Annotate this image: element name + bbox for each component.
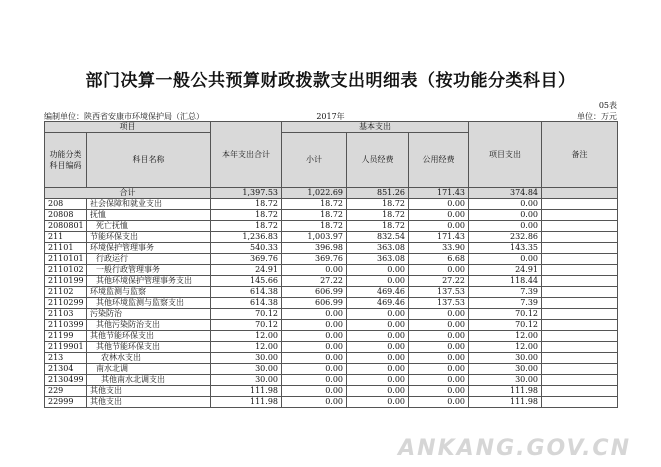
row-subtotal: 606.99 bbox=[282, 287, 347, 298]
row-personnel: 0.00 bbox=[347, 386, 409, 397]
row-project: 70.12 bbox=[469, 309, 542, 320]
row-subtotal: 0.00 bbox=[282, 342, 347, 353]
row-name: 社会保障和就业支出 bbox=[87, 199, 211, 210]
table-row bbox=[45, 353, 618, 364]
total-personnel: 851.26 bbox=[347, 188, 409, 199]
meta-row bbox=[44, 111, 617, 121]
row-total: 111.98 bbox=[211, 386, 282, 397]
row-code: 2119901 bbox=[45, 342, 87, 353]
row-total: 30.00 bbox=[211, 375, 282, 386]
row-project: 111.98 bbox=[469, 386, 542, 397]
row-name: 污染防治 bbox=[87, 309, 211, 320]
row-project: 12.00 bbox=[469, 331, 542, 342]
row-subtotal: 606.99 bbox=[282, 298, 347, 309]
header-subject-name: 科目名称 bbox=[87, 133, 211, 188]
row-public: 137.53 bbox=[409, 287, 469, 298]
row-project: 118.44 bbox=[469, 276, 542, 287]
total-project: 374.84 bbox=[469, 188, 542, 199]
row-remark bbox=[542, 265, 618, 276]
row-subtotal: 0.00 bbox=[282, 375, 347, 386]
row-subtotal: 0.00 bbox=[282, 309, 347, 320]
row-subtotal: 0.00 bbox=[282, 353, 347, 364]
header-subtotal: 小计 bbox=[282, 133, 347, 188]
table-body bbox=[45, 188, 618, 408]
row-total: 12.00 bbox=[211, 331, 282, 342]
row-subtotal: 0.00 bbox=[282, 331, 347, 342]
header-func-code bbox=[45, 133, 87, 188]
row-subtotal: 18.72 bbox=[282, 221, 347, 232]
row-personnel: 0.00 bbox=[347, 265, 409, 276]
report-year: 2017年 bbox=[316, 112, 345, 121]
row-remark bbox=[542, 375, 618, 386]
row-project: 0.00 bbox=[469, 199, 542, 210]
row-public: 0.00 bbox=[409, 309, 469, 320]
row-personnel: 363.08 bbox=[347, 243, 409, 254]
table-row bbox=[45, 386, 618, 397]
row-total: 614.38 bbox=[211, 298, 282, 309]
row-personnel: 0.00 bbox=[347, 276, 409, 287]
row-remark bbox=[542, 397, 618, 408]
row-public: 0.00 bbox=[409, 353, 469, 364]
row-code: 2110199 bbox=[45, 276, 87, 287]
row-code: 2130499 bbox=[45, 375, 87, 386]
row-project: 7.39 bbox=[469, 287, 542, 298]
row-code: 211 bbox=[45, 232, 87, 243]
row-public: 33.90 bbox=[409, 243, 469, 254]
row-name: 死亡抚恤 bbox=[87, 221, 211, 232]
compiling-unit: 编制单位：陕西省安康市环境保护局（汇总） bbox=[44, 112, 204, 121]
row-total: 70.12 bbox=[211, 320, 282, 331]
row-personnel: 0.00 bbox=[347, 320, 409, 331]
row-subtotal: 0.00 bbox=[282, 397, 347, 408]
row-total: 145.66 bbox=[211, 276, 282, 287]
row-remark bbox=[542, 331, 618, 342]
row-remark bbox=[542, 342, 618, 353]
total-row bbox=[45, 188, 618, 199]
row-project: 12.00 bbox=[469, 342, 542, 353]
money-unit: 单位：万元 bbox=[577, 112, 617, 121]
row-public: 0.00 bbox=[409, 199, 469, 210]
row-subtotal: 0.00 bbox=[282, 320, 347, 331]
row-name: 其他污染防治支出 bbox=[87, 320, 211, 331]
row-public: 137.53 bbox=[409, 298, 469, 309]
row-code: 208 bbox=[45, 199, 87, 210]
row-code: 20808 bbox=[45, 210, 87, 221]
row-project: 30.00 bbox=[469, 364, 542, 375]
table-row bbox=[45, 243, 618, 254]
row-personnel: 18.72 bbox=[347, 221, 409, 232]
row-public: 27.22 bbox=[409, 276, 469, 287]
table-row bbox=[45, 276, 618, 287]
row-remark bbox=[542, 254, 618, 265]
row-personnel: 363.08 bbox=[347, 254, 409, 265]
row-personnel: 0.00 bbox=[347, 375, 409, 386]
row-total: 18.72 bbox=[211, 199, 282, 210]
row-project: 143.35 bbox=[469, 243, 542, 254]
row-code: 2110101 bbox=[45, 254, 87, 265]
row-code: 213 bbox=[45, 353, 87, 364]
table-row bbox=[45, 364, 618, 375]
expenditure-table bbox=[44, 121, 618, 408]
row-name: 其他支出 bbox=[87, 397, 211, 408]
row-personnel: 18.72 bbox=[347, 210, 409, 221]
row-remark bbox=[542, 243, 618, 254]
row-total: 111.98 bbox=[211, 397, 282, 408]
watermark-logo: ANKANG.GOV.CN bbox=[398, 436, 631, 461]
row-personnel: 0.00 bbox=[347, 364, 409, 375]
row-personnel: 0.00 bbox=[347, 353, 409, 364]
row-code: 21101 bbox=[45, 243, 87, 254]
row-public: 6.68 bbox=[409, 254, 469, 265]
row-project: 0.00 bbox=[469, 254, 542, 265]
row-name: 其他南水北调支出 bbox=[87, 375, 211, 386]
row-name: 其他环境保护管理事务支出 bbox=[87, 276, 211, 287]
row-name: 其他节能环保支出 bbox=[87, 342, 211, 353]
total-remark bbox=[542, 188, 618, 199]
row-project: 24.91 bbox=[469, 265, 542, 276]
table-row bbox=[45, 320, 618, 331]
row-public: 0.00 bbox=[409, 386, 469, 397]
row-name: 环境监测与监察 bbox=[87, 287, 211, 298]
row-remark bbox=[542, 287, 618, 298]
row-code: 21103 bbox=[45, 309, 87, 320]
row-code: 2110399 bbox=[45, 320, 87, 331]
row-name: 其他环境监测与监察支出 bbox=[87, 298, 211, 309]
row-personnel: 18.72 bbox=[347, 199, 409, 210]
header-project: 项目支出 bbox=[469, 122, 542, 188]
row-code: 22999 bbox=[45, 397, 87, 408]
row-total: 18.72 bbox=[211, 221, 282, 232]
row-public: 0.00 bbox=[409, 375, 469, 386]
row-subtotal: 369.76 bbox=[282, 254, 347, 265]
row-remark bbox=[542, 210, 618, 221]
table-row bbox=[45, 232, 618, 243]
row-remark bbox=[542, 386, 618, 397]
row-subtotal: 396.98 bbox=[282, 243, 347, 254]
row-code: 2080801 bbox=[45, 221, 87, 232]
row-public: 0.00 bbox=[409, 221, 469, 232]
row-remark bbox=[542, 364, 618, 375]
header-func-code-text: 功能分类科目编码 bbox=[49, 150, 82, 170]
row-project: 111.98 bbox=[469, 397, 542, 408]
table-row bbox=[45, 254, 618, 265]
row-remark bbox=[542, 232, 618, 243]
row-name: 行政运行 bbox=[87, 254, 211, 265]
row-code: 21304 bbox=[45, 364, 87, 375]
total-public: 171.43 bbox=[409, 188, 469, 199]
row-name: 农林水支出 bbox=[87, 353, 211, 364]
row-name: 其他节能环保支出 bbox=[87, 331, 211, 342]
table-row bbox=[45, 309, 618, 320]
row-project: 0.00 bbox=[469, 210, 542, 221]
row-public: 0.00 bbox=[409, 331, 469, 342]
row-subtotal: 18.72 bbox=[282, 210, 347, 221]
row-name: 南水北调 bbox=[87, 364, 211, 375]
table-row bbox=[45, 375, 618, 386]
table-row bbox=[45, 342, 618, 353]
row-project: 7.39 bbox=[469, 298, 542, 309]
row-total: 540.33 bbox=[211, 243, 282, 254]
row-personnel: 832.54 bbox=[347, 232, 409, 243]
total-label: 合计 bbox=[45, 188, 211, 199]
row-remark bbox=[542, 276, 618, 287]
row-personnel: 0.00 bbox=[347, 331, 409, 342]
row-total: 24.91 bbox=[211, 265, 282, 276]
row-public: 171.43 bbox=[409, 232, 469, 243]
row-subtotal: 0.00 bbox=[282, 265, 347, 276]
row-subtotal: 0.00 bbox=[282, 386, 347, 397]
row-public: 0.00 bbox=[409, 265, 469, 276]
header-basic-group: 基本支出 bbox=[282, 122, 469, 133]
total-total: 1,397.53 bbox=[211, 188, 282, 199]
row-remark bbox=[542, 199, 618, 210]
row-name: 节能环保支出 bbox=[87, 232, 211, 243]
row-total: 369.76 bbox=[211, 254, 282, 265]
row-subtotal: 1,003.97 bbox=[282, 232, 347, 243]
header-total-exp: 本年支出合计 bbox=[211, 122, 282, 188]
row-project: 0.00 bbox=[469, 221, 542, 232]
header-item-group: 项目 bbox=[45, 122, 211, 133]
row-public: 0.00 bbox=[409, 397, 469, 408]
row-code: 229 bbox=[45, 386, 87, 397]
row-public: 0.00 bbox=[409, 320, 469, 331]
row-subtotal: 0.00 bbox=[282, 364, 347, 375]
table-row bbox=[45, 199, 618, 210]
row-total: 614.38 bbox=[211, 287, 282, 298]
row-total: 1,236.83 bbox=[211, 232, 282, 243]
row-subtotal: 27.22 bbox=[282, 276, 347, 287]
row-code: 21102 bbox=[45, 287, 87, 298]
table-row bbox=[45, 397, 618, 408]
row-code: 2110102 bbox=[45, 265, 87, 276]
row-remark bbox=[542, 353, 618, 364]
row-project: 232.86 bbox=[469, 232, 542, 243]
row-remark bbox=[542, 320, 618, 331]
row-public: 0.00 bbox=[409, 364, 469, 375]
table-row bbox=[45, 331, 618, 342]
row-remark bbox=[542, 309, 618, 320]
row-remark bbox=[542, 298, 618, 309]
table-row bbox=[45, 210, 618, 221]
row-public: 0.00 bbox=[409, 342, 469, 353]
row-personnel: 0.00 bbox=[347, 309, 409, 320]
row-name: 一般行政管理事务 bbox=[87, 265, 211, 276]
row-public: 0.00 bbox=[409, 210, 469, 221]
row-total: 30.00 bbox=[211, 364, 282, 375]
row-name: 抚恤 bbox=[87, 210, 211, 221]
header-public: 公用经费 bbox=[409, 133, 469, 188]
row-code: 2110299 bbox=[45, 298, 87, 309]
table-row bbox=[45, 265, 618, 276]
row-project: 70.12 bbox=[469, 320, 542, 331]
row-remark bbox=[542, 221, 618, 232]
table-row bbox=[45, 287, 618, 298]
header-remark: 备注 bbox=[542, 122, 618, 188]
row-personnel: 469.46 bbox=[347, 287, 409, 298]
table-row bbox=[45, 221, 618, 232]
row-project: 30.00 bbox=[469, 353, 542, 364]
row-personnel: 0.00 bbox=[347, 397, 409, 408]
row-name: 环境保护管理事务 bbox=[87, 243, 211, 254]
row-subtotal: 18.72 bbox=[282, 199, 347, 210]
form-number: 05表 bbox=[598, 101, 617, 110]
total-subtotal: 1,022.69 bbox=[282, 188, 347, 199]
header-personnel: 人员经费 bbox=[347, 133, 409, 188]
row-name: 其他支出 bbox=[87, 386, 211, 397]
row-total: 70.12 bbox=[211, 309, 282, 320]
row-personnel: 0.00 bbox=[347, 342, 409, 353]
row-total: 30.00 bbox=[211, 353, 282, 364]
row-total: 18.72 bbox=[211, 210, 282, 221]
row-total: 12.00 bbox=[211, 342, 282, 353]
row-code: 21199 bbox=[45, 331, 87, 342]
page-title: 部门决算一般公共预算财政拨款支出明细表（按功能分类科目） bbox=[85, 71, 576, 91]
row-project: 30.00 bbox=[469, 375, 542, 386]
row-personnel: 469.46 bbox=[347, 298, 409, 309]
table-row bbox=[45, 298, 618, 309]
